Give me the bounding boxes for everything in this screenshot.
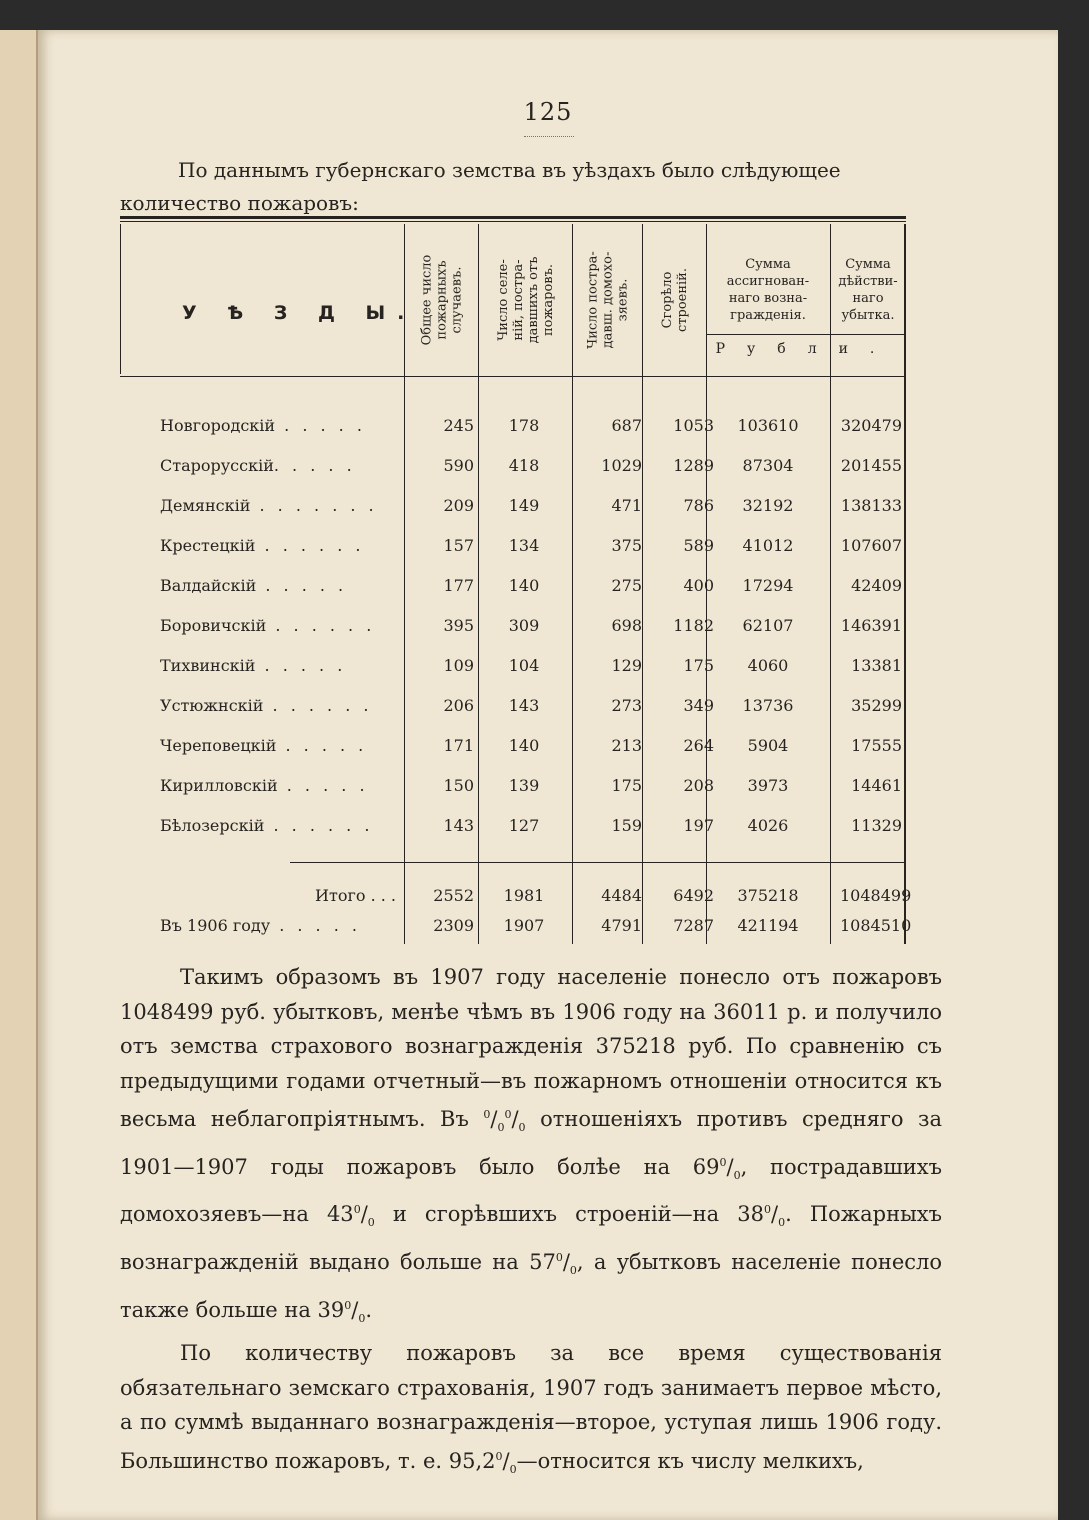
header-col-total-fires: Общее число пожарныхъ случаевъ. [419,254,465,346]
cell-compensation: 87304 [742,456,794,475]
cell-villages: 178 [508,416,540,435]
book-spine-left-page [0,30,38,1520]
cell-buildings: 175 [683,656,714,675]
header-col-villages: Число селе- ній, постра- давшихъ отъ пожаровъ. [496,256,556,344]
cell-buildings: 400 [683,576,714,595]
row-uezd-name: Череповецкій . . . . . [160,736,368,755]
cell-losses: 107607 [840,536,902,555]
cell-losses: 14461 [851,776,902,795]
cell-villages: 104 [508,656,540,675]
page-number-flourish [524,128,574,137]
table-row [120,616,906,656]
cell-households: 4791 [601,916,642,935]
cell-compensation: 3973 [747,776,789,795]
cell-total-fires: 150 [443,776,474,795]
cell-total-fires: 209 [443,496,474,515]
table-row [120,536,906,576]
cell-households: 687 [611,416,642,435]
cell-compensation: 13736 [742,696,794,715]
totals-rule [290,862,906,863]
body-text [120,960,942,1488]
table-row [120,456,906,496]
cell-losses: 201455 [840,456,902,475]
cell-compensation: 4060 [747,656,789,675]
intro-text [120,154,940,220]
row-prev-year-label: Въ 1906 году . . . . . [160,916,361,935]
table-row [120,496,906,536]
cell-villages: 149 [508,496,540,515]
cell-buildings: 197 [683,816,714,835]
cell-total-fires: 245 [443,416,474,435]
cell-compensation: 4026 [747,816,789,835]
cell-compensation: 103610 [737,416,799,435]
cell-losses: 13381 [851,656,902,675]
table-row [120,696,906,736]
fires-table [120,212,912,956]
cell-buildings: 1053 [673,416,714,435]
paragraph-2: По количеству пожаровъ за все время существованія обязательнаго земскаго страхованія, 1907 годъ занимаетъ первое мѣсто, а по суммѣ выданнаго вознагражденія—второе, уступая лишь 1906 году. Большинство пожаровъ, т. е. $95,2^0/_0—относится$ къ числу мелкихъ, [120,1341,942,1477]
page-number: 125 [523,98,573,126]
cell-buildings: 349 [683,696,714,715]
cell-households: 698 [611,616,642,635]
cell-losses: 146391 [840,616,902,635]
table-row [120,416,906,456]
row-uezd-name: Валдайскій . . . . . [160,576,348,595]
row-uezd-name: Боровичскій . . . . . . [160,616,376,635]
cell-total-fires: 206 [443,696,474,715]
table-row-prev-year [120,916,912,956]
header-col-compensation: Сумма ассигнован-наго возна-гражденія. [726,257,810,323]
cell-villages: 127 [508,816,540,835]
table-top-rule-thin [120,221,906,222]
cell-villages: 1981 [503,886,545,905]
cell-compensation: 17294 [742,576,794,595]
header-col-buildings: Сгорѣло строеній. [660,268,690,332]
cell-total-fires: 109 [443,656,474,675]
cell-total-fires: 590 [443,456,474,475]
cell-villages: 418 [508,456,540,475]
cell-households: 213 [611,736,642,755]
table-row [120,656,906,696]
row-uezd-name: Бѣлозерскій . . . . . . [160,816,374,835]
cell-compensation: 32192 [742,496,794,515]
table-row [120,736,906,776]
row-uezd-name: Кирилловскій . . . . . [160,776,369,795]
cell-villages: 139 [508,776,540,795]
paragraph-1: Такимъ образомъ въ 1907 году населеніе понесло отъ пожаровъ 1048499 руб. убытковъ, менѣе чѣмъ въ 1906 году на 36011 р. и получило отъ земства страхового вознагражденія 375218 руб. По сравненію съ предыдущими годами отчетный—въ пожарномъ отношеніи относится къ весьма неблагопріятнымъ. Въ $^0/_0^0/_0$ отношеніяхъ противъ средняго за 1901—1907 годы пожаровъ было болѣе на $69^0/_0$, пострадавшихъ домохозяевъ—на $43^0/_0$ и сгорѣвшихъ строеній—на $38^0/_0$. Пожарныхъ вознагражденій выдано больше на $57^0/_0$, а убытковъ населеніе понесло также больше на $39^0/_0$. [120,965,942,1325]
cell-households: 4484 [601,886,642,905]
cell-total-fires: 143 [443,816,474,835]
table-top-rule [120,216,906,219]
cell-total-fires: 177 [443,576,474,595]
cell-villages: 1907 [503,916,545,935]
cell-households: 159 [611,816,642,835]
cell-households: 375 [611,536,642,555]
row-uezd-name: Тихвинскій . . . . . [160,656,347,675]
cell-households: 129 [611,656,642,675]
cell-households: 275 [611,576,642,595]
row-uezd-name: Крестецкій . . . . . . [160,536,365,555]
cell-total-fires: 171 [443,736,474,755]
cell-compensation: 41012 [742,536,794,555]
cell-households: 471 [611,496,642,515]
header-rule-money [706,334,904,335]
table-left-border [120,224,121,374]
row-total-label: Итого . . . [315,886,396,905]
cell-compensation: 62107 [742,616,794,635]
cell-villages: 140 [508,576,540,595]
cell-losses: 320479 [840,416,902,435]
cell-losses: 138133 [840,496,902,515]
row-uezd-name: Старорусскій. . . . . [160,456,356,475]
header-col-losses: Сумма дѣйстви-наго убытка. [838,257,898,323]
cell-buildings: 1289 [673,456,714,475]
cell-villages: 143 [508,696,540,715]
cell-villages: 309 [508,616,540,635]
cell-losses: 17555 [851,736,902,755]
cell-compensation: 375218 [737,886,799,905]
cell-total-fires: 395 [443,616,474,635]
table-row [120,816,906,856]
table-row [120,576,906,616]
cell-buildings: 6492 [673,886,714,905]
table-row [120,776,906,816]
intro-line-1: По даннымъ губернскаго земства въ уѣздахъ было слѣдующее [178,158,841,182]
cell-buildings: 264 [683,736,714,755]
cell-buildings: 589 [683,536,714,555]
row-uezd-name: Новгородскій . . . . . [160,416,366,435]
header-units-rubles: Рубли. [715,341,897,357]
intro-line-2: количество пожаровъ: [120,191,359,215]
cell-compensation: 421194 [737,916,799,935]
cell-losses: 1048499 [840,886,912,905]
cell-losses: 35299 [851,696,902,715]
cell-total-fires: 157 [443,536,474,555]
header-col-households: Число постра- давш. домохо- зяевъ. [585,251,631,349]
row-uezd-name: Устюжнскій . . . . . . [160,696,373,715]
cell-buildings: 1182 [673,616,714,635]
cell-households: 175 [611,776,642,795]
book-page [38,30,1058,1520]
cell-losses: 1084510 [840,916,912,935]
header-uezdy: У Ѣ З Д Ы. [182,302,417,324]
cell-buildings: 786 [683,496,714,515]
cell-losses: 42409 [851,576,902,595]
row-uezd-name: Демянскій . . . . . . . [160,496,378,515]
cell-buildings: 7287 [673,916,714,935]
cell-total-fires: 2309 [433,916,474,935]
cell-losses: 11329 [851,816,902,835]
cell-compensation: 5904 [747,736,789,755]
cell-households: 1029 [601,456,642,475]
cell-total-fires: 2552 [433,886,474,905]
cell-villages: 140 [508,736,540,755]
cell-buildings: 208 [683,776,714,795]
cell-villages: 134 [508,536,540,555]
header-bottom-rule [120,376,906,377]
cell-households: 273 [611,696,642,715]
